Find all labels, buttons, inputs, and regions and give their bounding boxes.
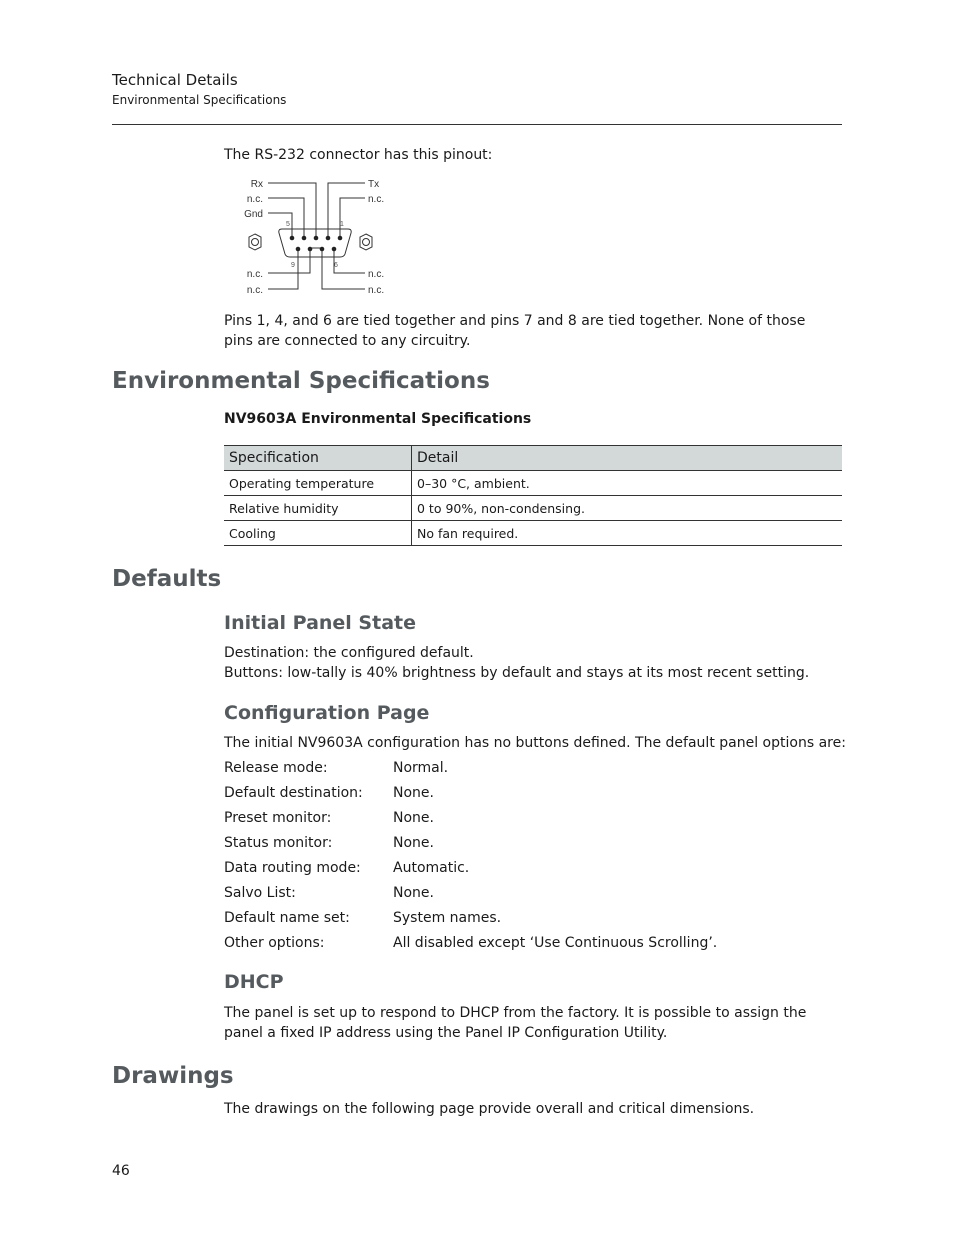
table-caption: NV9603A Environmental Specifications — [224, 411, 532, 427]
nc-label-right-top: n.c. — [368, 194, 385, 205]
option-value: All disabled except ‘Use Continuous Scrolling’. — [393, 935, 718, 951]
pinout-intro: The RS-232 connector has this pinout: — [224, 147, 493, 163]
column-header-specification: Specification — [224, 446, 412, 471]
option-label: Status monitor: — [224, 835, 333, 851]
option-label: Other options: — [224, 935, 325, 951]
table-row — [224, 471, 842, 496]
drawings-text: The drawings on the following page provide overall and critical dimensions. — [224, 1101, 755, 1117]
rs232-pinout-diagram — [224, 170, 394, 300]
option-value: Automatic. — [393, 860, 470, 876]
section-heading-drawings: Drawings — [112, 1063, 234, 1089]
option-row-status-monitor — [224, 835, 842, 860]
option-row-salvo-list — [224, 885, 842, 910]
option-row-data-routing-mode — [224, 860, 842, 885]
section-heading-environmental: Environmental Specifications — [112, 368, 490, 394]
running-header-subtitle: Environmental Specifications — [112, 93, 287, 107]
table-cell: Relative humidity — [224, 496, 412, 521]
nc-label-left-bottom-1: n.c. — [246, 269, 263, 280]
environmental-spec-table — [224, 445, 842, 546]
option-label: Release mode: — [224, 760, 328, 776]
table-row — [224, 496, 842, 521]
subheading-initial-panel-state: Initial Panel State — [224, 612, 416, 634]
initial-state-destination: Destination: the configured default. — [224, 645, 474, 661]
pin-1-number: 1 — [340, 221, 344, 228]
right-hex-nut-icon — [360, 234, 372, 250]
option-row-preset-monitor — [224, 810, 842, 835]
table-cell: 0–30 °C, ambient. — [412, 471, 843, 496]
option-value: None. — [393, 810, 434, 826]
option-value: None. — [393, 835, 434, 851]
column-header-detail: Detail — [412, 446, 843, 471]
nc-label-left-bottom-2: n.c. — [246, 285, 263, 296]
pin-6-number: 6 — [334, 262, 338, 269]
option-label: Default destination: — [224, 785, 363, 801]
running-header-title: Technical Details — [112, 71, 238, 89]
section-heading-defaults: Defaults — [112, 566, 222, 592]
pinout-note: Pins 1, 4, and 6 are tied together and pins 7 and 8 are tied together. None of those pins are connected to any circuitry. — [224, 313, 806, 349]
table-cell: Operating temperature — [224, 471, 412, 496]
option-label: Data routing mode: — [224, 860, 361, 876]
pin-9-number: 9 — [291, 262, 295, 269]
option-value: None. — [393, 885, 434, 901]
option-row-default-name-set — [224, 910, 842, 935]
rx-label: Rx — [250, 179, 263, 190]
table-row — [224, 521, 842, 546]
nc-label-right-bottom-2: n.c. — [368, 285, 385, 296]
table-cell: No fan required. — [412, 521, 843, 546]
gnd-label: Gnd — [244, 209, 263, 220]
option-value: None. — [393, 785, 434, 801]
initial-state-buttons: Buttons: low-tally is 40% brightness by default and stays at its most recent setting. — [224, 665, 810, 681]
table-cell: Cooling — [224, 521, 412, 546]
page-number: 46 — [112, 1163, 130, 1179]
option-row-release-mode — [224, 760, 842, 785]
option-row-other-options — [224, 935, 842, 960]
subheading-dhcp: DHCP — [224, 971, 284, 993]
dhcp-text: The panel is set up to respond to DHCP from the factory. It is possible to assign the panel a fixed IP address using the Panel IP Configuration Utility. — [224, 1005, 807, 1041]
nc-label-right-bottom-1: n.c. — [368, 269, 385, 280]
option-value: System names. — [393, 910, 502, 926]
option-value: Normal. — [393, 760, 449, 776]
pin-5-number: 5 — [286, 221, 290, 228]
table-cell: 0 to 90%, non-condensing. — [412, 496, 843, 521]
option-label: Salvo List: — [224, 885, 296, 901]
option-label: Preset monitor: — [224, 810, 332, 826]
nc-label-left-top: n.c. — [246, 194, 263, 205]
header-rule — [112, 124, 842, 125]
option-label: Default name set: — [224, 910, 350, 926]
table-header-row — [224, 446, 842, 471]
option-row-default-destination — [224, 785, 842, 810]
tx-label: Tx — [368, 179, 380, 190]
subheading-configuration-page: Configuration Page — [224, 702, 430, 724]
left-hex-nut-icon — [249, 234, 261, 250]
configuration-intro: The initial NV9603A configuration has no buttons defined. The default panel options are: — [224, 735, 846, 751]
